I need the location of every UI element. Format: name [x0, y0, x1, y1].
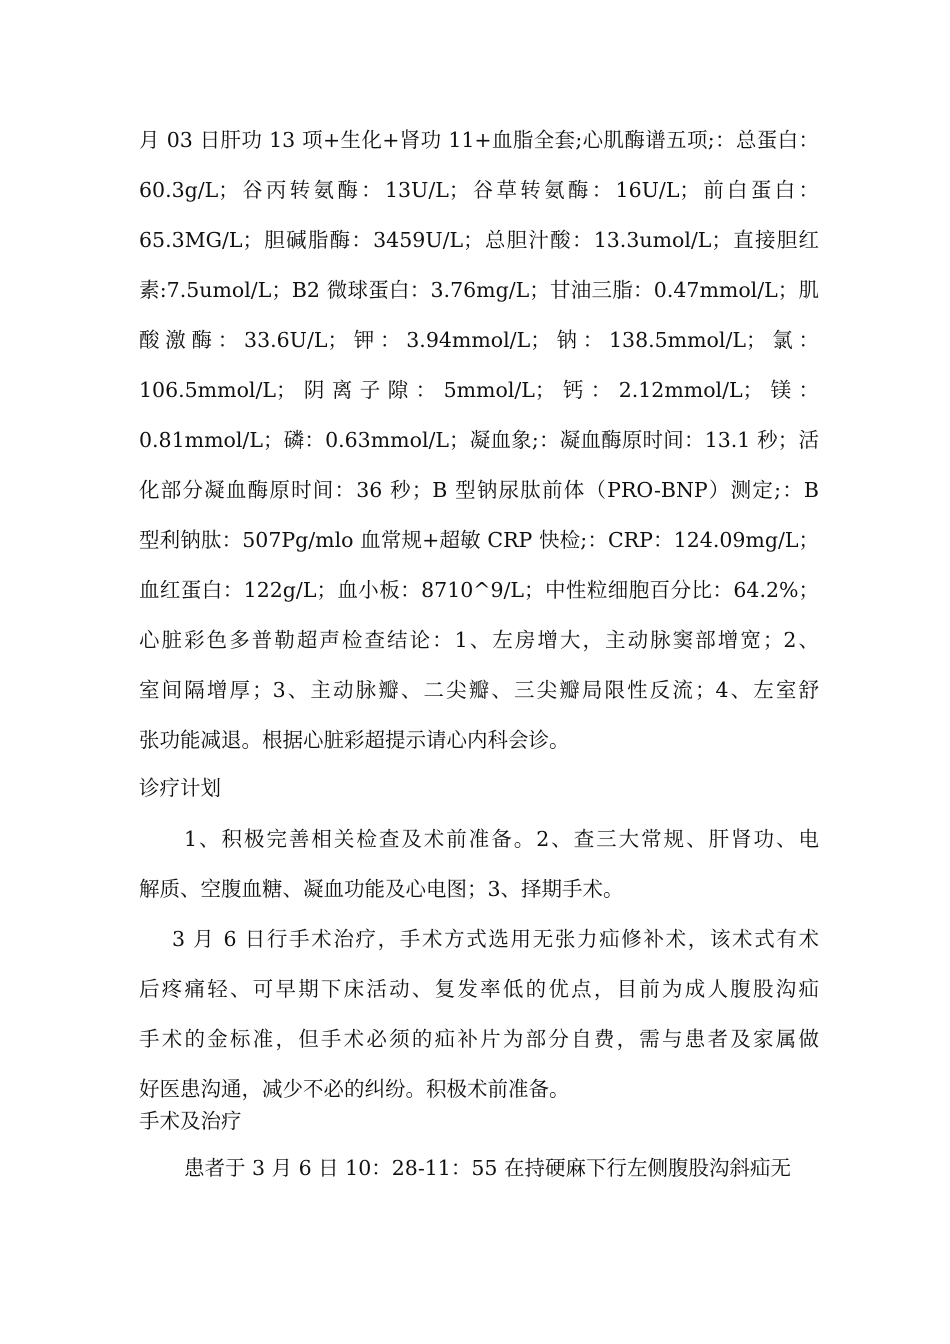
- text-line: 患者于 3 月 6 日 10：28-11：55 在持硬麻下行左侧腹股沟斜疝无: [184, 1156, 791, 1180]
- text-line: 0.81mmol/L；磷：0.63mmol/L；凝血象;：凝血酶原时间：13.1 秒；活: [139, 428, 819, 452]
- text-line: 60.3g/L；谷丙转氨酶：13U/L；谷草转氨酶：16U/L；前白蛋白：: [139, 178, 819, 202]
- text-line: 张功能减退。根据心脏彩超提示请心内科会诊。: [139, 728, 570, 752]
- text-line: 后疼痛轻、可早期下床活动、复发率低的优点，目前为成人腹股沟疝: [139, 977, 819, 1001]
- text-line: 手术的金标准，但手术必须的疝补片为部分自费，需与患者及家属做: [139, 1027, 819, 1051]
- text-line: 好医患沟通，减少不必的纠纷。积极术前准备。: [139, 1077, 570, 1101]
- text-line: 型利钠肽：507Pg/mlo 血常规+超敏 CRP 快检;：CRP：124.09mg/L；: [139, 528, 819, 552]
- text-line: 月 03 日肝功 13 项+生化+肾功 11+血脂全套;心肌酶谱五项;：总蛋白：: [139, 128, 819, 152]
- text-line: 解质、空腹血糖、凝血功能及心电图；3、择期手术。: [139, 877, 624, 901]
- text-line: 酸激酶：33.6U/L；钾：3.94mmol/L；钠：138.5mmol/L；氯：: [139, 328, 819, 352]
- text-line: 65.3MG/L；胆碱脂酶：3459U/L；总胆汁酸：13.3umol/L；直接胆红: [139, 228, 819, 252]
- text-line: 室间隔增厚；3、主动脉瓣、二尖瓣、三尖瓣局限性反流；4、左室舒: [139, 678, 819, 702]
- section-heading-treatment: 手术及治疗: [139, 1109, 242, 1133]
- text-line: 3 月 6 日行手术治疗，手术方式选用无张力疝修补术，该术式有术: [172, 927, 819, 951]
- text-line: 106.5mmol/L；阴离子隙：5mmol/L；钙：2.12mmol/L；镁：: [139, 378, 819, 402]
- text-line: 1、积极完善相关检查及术前准备。2、查三大常规、肝肾功、电: [184, 827, 819, 851]
- text-line: 素:7.5umol/L；B2 微球蛋白：3.76mg/L；甘油三脂：0.47mmol/L；肌: [139, 278, 819, 302]
- text-line: 心脏彩色多普勒超声检查结论：1、左房增大，主动脉窦部增宽；2、: [139, 628, 819, 652]
- section-heading-plan: 诊疗计划: [139, 776, 221, 800]
- text-line: 化部分凝血酶原时间：36 秒；B 型钠尿肽前体（PRO-BNP）测定;：B: [139, 478, 819, 502]
- text-line: 血红蛋白：122g/L；血小板：8710^9/L；中性粒细胞百分比：64.2%；: [139, 578, 819, 602]
